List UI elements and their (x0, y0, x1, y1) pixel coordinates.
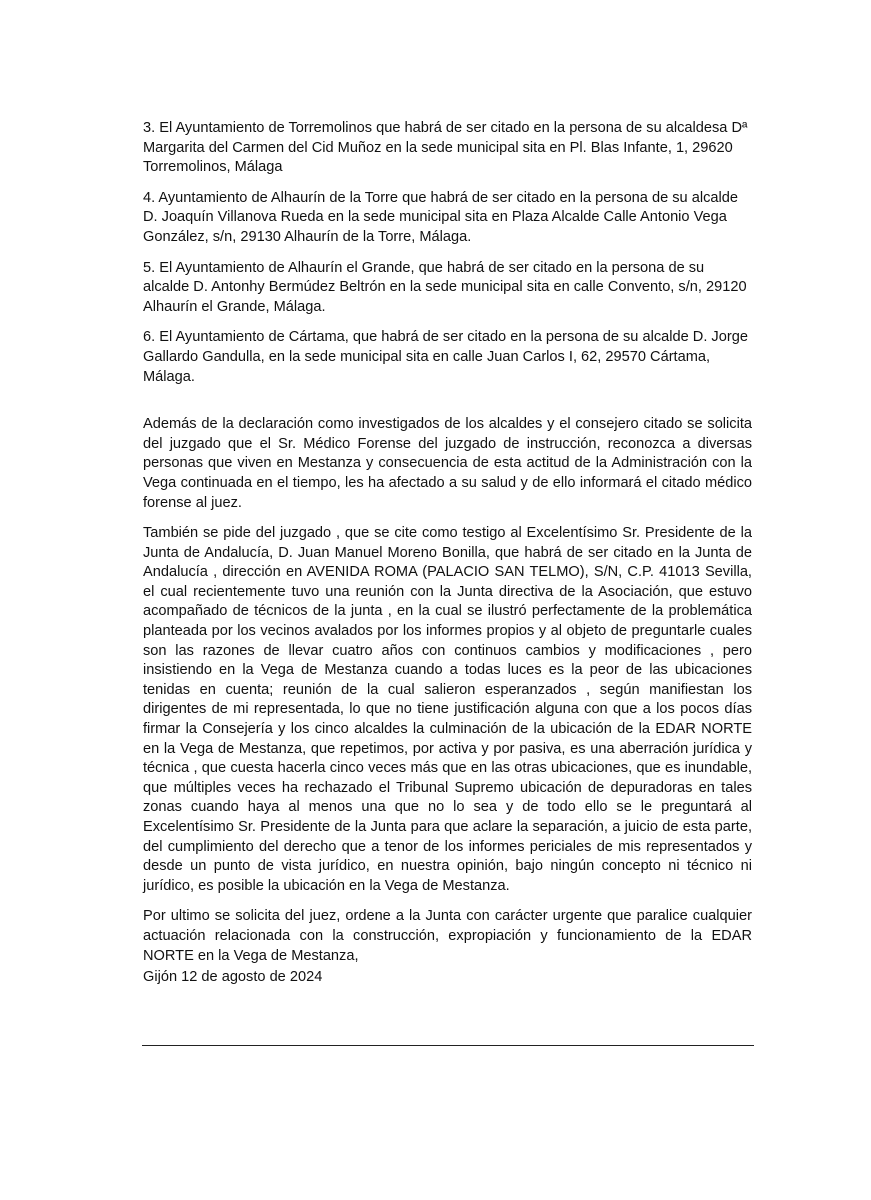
signature-divider (142, 1045, 754, 1046)
paragraph-forensic-request: Además de la declaración como investigados de los alcaldes y el consejero citado se solicita del juzgado que el Sr. Médico Forense del juzgado de instrucción, reconozca a diversas personas que viven en Mestanza y consecuencia de esta actitud de la Administración con la Vega continuada en el tiempo, les ha afectado a su salud y de ello informará el citado médico forense al juez. (143, 416, 752, 511)
list-item-cartama: 6. El Ayuntamiento de Cártama, que habrá de ser citado en la persona de su alcalde D. Jorge Gallardo Gandulla, en la sede municipal sita en calle Juan Carlos I, 62, 29570 Cártama, Málaga. (143, 329, 748, 385)
date-line: Gijón 12 de agosto de 2024 (143, 969, 323, 985)
paragraph-witness-request: También se pide del juzgado , que se cite como testigo al Excelentísimo Sr. Presidente de la Junta de Andalucía, D. Juan Manuel Moreno Bonilla, que habrá de ser citado en la Junta de Andalucía , dirección en AVENIDA ROMA (PALACIO SAN TELMO), S/N, C.P. 41013 Sevilla, el cual recientemente tuvo una reunión con la Junta directiva de la Asociación, que estuvo acompañado de técnicos de la junta , en la cual se ilustró perfectamente de la problemática planteada por los vecinos avalados por los informes propios y al objeto de preguntarle cuales son las razones de llevar cuatro años con continuos cambios y modificaciones , pero insistiendo en la Vega de Mestanza cuando a todas luces es la peor de las ubicaciones tenidas en cuenta; reunión de la cual salieron esperanzados , según manifiestan los dirigentes de mi representada, lo que no tiene justificación alguna con que a los pocos días firmar la Consejería y los cinco alcaldes la culminación de la ubicación de la EDAR NORTE en la Vega de Mestanza, que repetimos, por activa y por pasiva, es una aberración jurídica y técnica , que cuesta hacerla cinco veces más que en las otras ubicaciones, que es inundable, que múltiples veces ha rechazado el Tribunal Supremo ubicación de depuradoras en tales zonas cuando haya al menos una que no lo sea y de todo ello se le preguntará al Excelentísimo Sr. Presidente de la Junta para que aclare la separación, a juicio de esta parte, del cumplimiento del derecho que a tenor de los informes periciales de mis representados y desde un punto de vista jurídico, en nuestra opinión, bajo ningún concepto ni técnico ni jurídico, es posible la ubicación en la Vega de Mestanza. (143, 525, 752, 894)
paragraph-final-request: Por ultimo se solicita del juez, ordene a la Junta con carácter urgente que paralice cualquier actuación relacionada con la construcción, expropiación y funcionamiento de la EDAR NORTE en la Vega de Mestanza, (143, 908, 752, 964)
document-body (143, 119, 752, 966)
list-item-alhaurin-el-grande: 5. El Ayuntamiento de Alhaurín el Grande, que habrá de ser citado en la persona de su alcalde D. Antonhy Bermúdez Beltrón en la sede municipal sita en calle Convento, s/n, 29120 Alhaurín el Grande, Málaga. (143, 259, 747, 315)
list-item-alhaurin-de-la-torre: 4. Ayuntamiento de Alhaurín de la Torre que habrá de ser citado en la persona de su alcalde D. Joaquín Villanova Rueda en la sede municipal sita en Plaza Alcalde Calle Antonio Vega González, s/n, 29130 Alhaurín de la Torre, Málaga. (143, 189, 738, 245)
list-item-torremolinos: 3. El Ayuntamiento de Torremolinos que habrá de ser citado en la persona de su alcaldesa Dª Margarita del Carmen del Cid Muñoz en la sede municipal sita en Pl. Blas Infante, 1, 29620 Torremolinos, Málaga (143, 120, 748, 176)
